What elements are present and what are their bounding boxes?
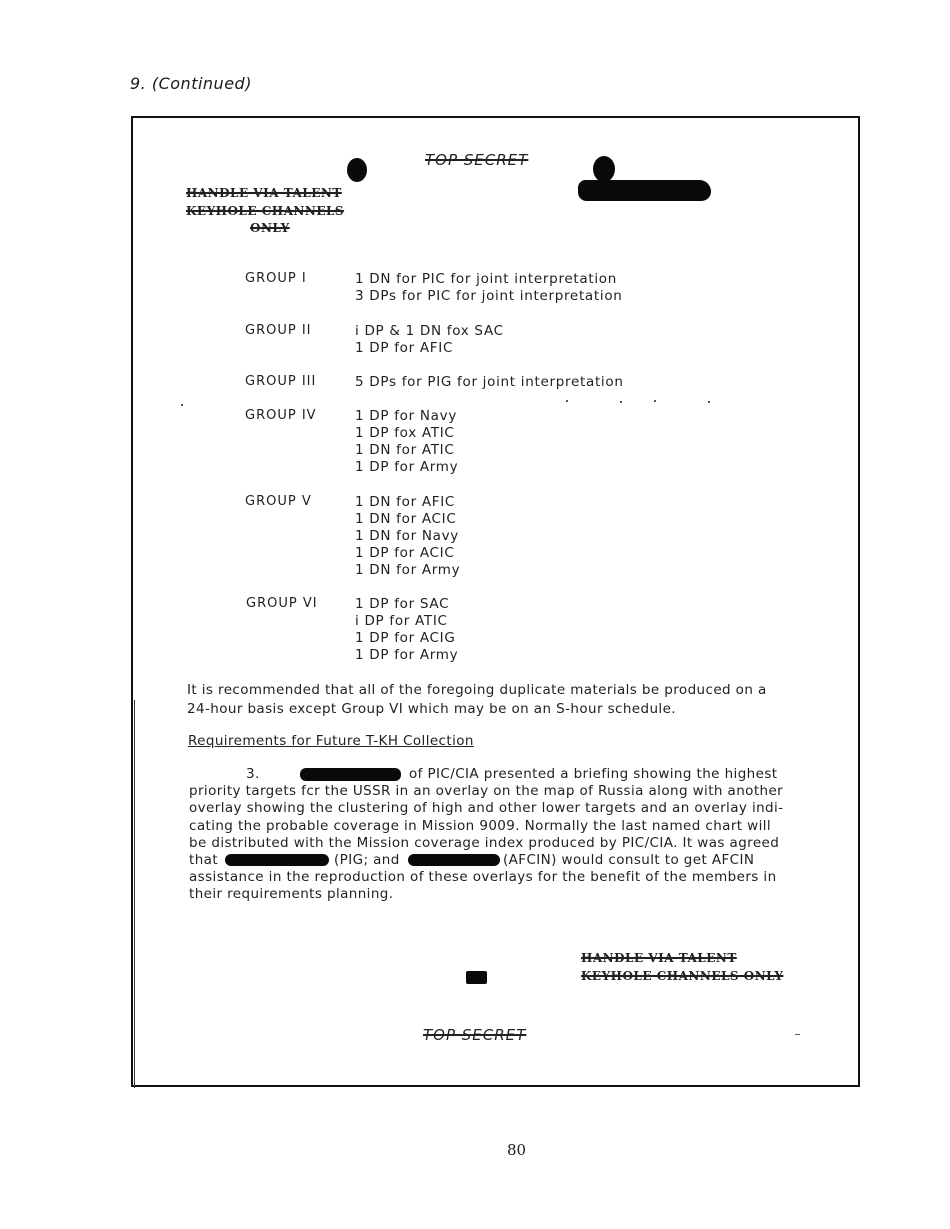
group-item: i DP for ATIC: [355, 613, 448, 629]
group-item: 1 DP for Army: [355, 647, 459, 663]
scan-speck: [181, 404, 183, 406]
group-label-6: GROUP VI: [246, 596, 318, 611]
scan-speck: [654, 400, 656, 402]
group-item: i DP & 1 DN fox SAC: [355, 323, 504, 339]
group-items-4: [355, 408, 458, 476]
paragraph-line6-mid: (PIG; and: [334, 852, 400, 868]
handle-via-stamp-line1: HANDLE VIA TALENT: [186, 186, 342, 200]
group-items-6: [355, 596, 458, 664]
paragraph-line: be distributed with the Mission coverage index produced by PIC/CIA. It was agreed: [189, 834, 780, 851]
group-item: 1 DN for ACIC: [355, 511, 457, 527]
group-items-3: [355, 374, 624, 391]
paragraph-line: priority targets fcr the USSR in an overlay on the map of Russia along with another: [189, 783, 784, 799]
group-label-5: GROUP V: [245, 494, 312, 509]
paragraph-line6-start: that: [189, 852, 219, 868]
section-heading: Requirements for Future T-KH Collection: [188, 733, 474, 749]
group-item: 5 DPs for PIG for joint interpretation: [355, 374, 624, 390]
paragraph-number: 3.: [246, 766, 260, 782]
recommendation-line: It is recommended that all of the foregoing duplicate materials be produced on a: [187, 682, 767, 698]
top-secret-stamp-top: TOP SECRET: [425, 151, 529, 169]
recommendation-line: 24-hour basis except Group VI which may be on an S-hour schedule.: [187, 701, 676, 717]
group-item: 1 DP for AFIC: [355, 340, 454, 356]
recommendation-paragraph: [187, 681, 767, 719]
handle-via-stamp-bottom-line2: KEYHOLE CHANNELS ONLY: [581, 969, 784, 983]
group-item: 1 DN for Army: [355, 562, 461, 578]
group-item: 1 DP for Army: [355, 459, 459, 475]
group-item: 1 DN for Navy: [355, 528, 459, 544]
redaction-blot-top-left: [347, 158, 367, 182]
handle-via-stamp-bottom-line1: HANDLE VIA TALENT: [581, 951, 737, 965]
group-item: 1 DN for AFIC: [355, 494, 456, 510]
scan-speck: [566, 400, 568, 402]
page-number: 80: [507, 1141, 527, 1159]
group-label-3: GROUP III: [245, 374, 317, 389]
scan-speck: [795, 1034, 800, 1035]
group-label-4: GROUP IV: [245, 408, 317, 423]
redaction-blot-bottom: [466, 971, 487, 984]
group-label-2: GROUP II: [245, 323, 312, 338]
handle-via-stamp-line3: ONLY: [250, 221, 290, 235]
redaction-bar-top-right: [578, 180, 711, 201]
group-item: 1 DP for ACIG: [355, 630, 456, 646]
paragraph-body: [189, 783, 783, 852]
group-item: 1 DP for ACIC: [355, 545, 455, 561]
top-secret-stamp-bottom: TOP SECRET: [423, 1026, 527, 1044]
group-item: 1 DP for Navy: [355, 408, 458, 424]
paragraph-line: overlay showing the clustering of high and other lower targets and an overlay indi-: [189, 800, 784, 817]
document-frame: [131, 116, 860, 1087]
group-items-5: [355, 494, 460, 579]
continued-heading: 9. (Continued): [130, 74, 252, 93]
redaction-bar-para-line1: [300, 768, 401, 781]
group-item: 1 DP fox ATIC: [355, 425, 455, 441]
group-item: 1 DN for PIC for joint interpretation: [355, 271, 618, 287]
group-label-1: GROUP I: [245, 271, 307, 286]
paragraph-line6-end: (AFCIN) would consult to get AFCIN: [503, 852, 755, 868]
scan-speck: [708, 401, 710, 403]
paragraph-closing: [189, 869, 777, 904]
group-item: 3 DPs for PIC for joint interpretation: [355, 288, 623, 304]
handle-via-stamp-line2: KEYHOLE CHANNELS: [186, 204, 345, 218]
paragraph-line1-text: of PIC/CIA presented a briefing showing the highest: [409, 766, 778, 782]
group-item: 1 DP for SAC: [355, 596, 450, 612]
redaction-blot-top-right-dot: [593, 156, 615, 182]
paragraph-line: their requirements planning.: [189, 886, 394, 903]
group-item: 1 DN for ATIC: [355, 442, 455, 458]
scan-speck: [620, 401, 622, 403]
group-items-2: [355, 323, 504, 357]
paragraph-line: cating the probable coverage in Mission 9009. Normally the last named chart will: [189, 817, 772, 834]
paragraph-line: assistance in the reproduction of these overlays for the benefit of the members in: [189, 869, 777, 885]
group-items-1: [355, 271, 623, 305]
redaction-bar-para-line6-a: [225, 854, 329, 866]
redaction-bar-para-line6-b: [408, 854, 500, 866]
frame-left-rule: [134, 700, 135, 1088]
